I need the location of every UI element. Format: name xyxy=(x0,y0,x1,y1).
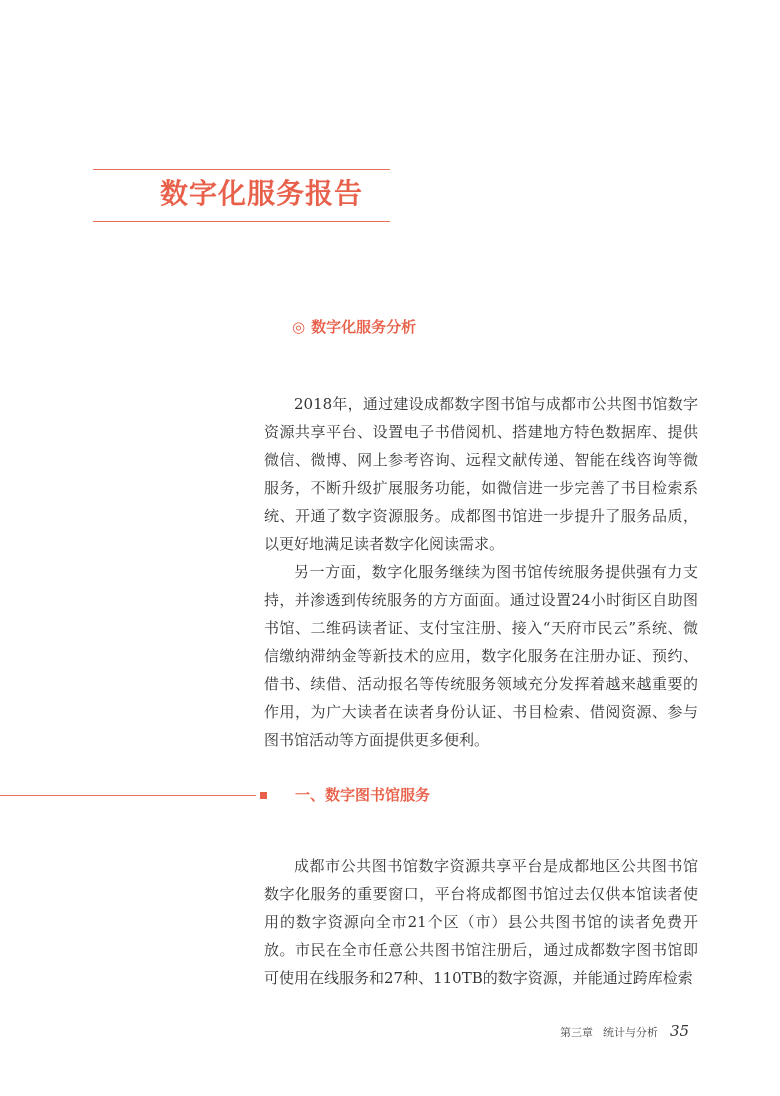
section-body xyxy=(264,852,698,992)
footer-chapter-title: 统计与分析 xyxy=(603,1026,658,1039)
page-number: 35 xyxy=(670,1022,690,1040)
paragraph: 成都市公共图书馆数字资源共享平台是成都地区公共图书馆数字化服务的重要窗口，平台将成都图书馆过去仅供本馆读者使用的数字资源向全市21个区（市）县公共图书馆的读者免费开放。市民在全市任意公共图书馆注册后，通过成都数字图书馆即可使用在线服务和27种、110TB的数字资源，并能通过跨库检索 xyxy=(264,857,698,987)
section-heading: 一、数字图书馆服务 xyxy=(295,786,431,804)
section-square-marker xyxy=(260,792,267,799)
paragraph: 2018年，通过建设成都数字图书馆与成都市公共图书馆数字资源共享平台、设置电子书借阅机、搭建地方特色数据库、提供微信、微博、网上参考咨询、远程文献传递、智能在线咨询等微服务，不断升级扩展服务功能，如微信进一步完善了书目检索系统、开通了数字资源服务。成都图书馆进一步提升了服务品质，以更好地满足读者数字化阅读需求。 xyxy=(264,395,698,553)
page-title: 数字化服务报告 xyxy=(160,177,364,210)
intro-body xyxy=(264,390,698,754)
subheading xyxy=(292,316,416,338)
title-bottom-rule xyxy=(93,221,390,222)
title-top-rule xyxy=(93,169,390,170)
footer-chapter: 第三章 xyxy=(560,1026,593,1039)
section-rule xyxy=(0,795,256,796)
subheading-text: 数字化服务分析 xyxy=(311,318,417,336)
paragraph: 另一方面，数字化服务继续为图书馆传统服务提供强有力支持，并渗透到传统服务的方方面面。通过设置24小时街区自助图书馆、二维码读者证、支付宝注册、接入“天府市民云”系统、微信缴纳滞纳金等新技术的应用，数字化服务在注册办证、预约、借书、续借、活动报名等传统服务领域充分发挥着越来越重要的作用，为广大读者在读者身份认证、书目检索、借阅资源、参与图书馆活动等方面提供更多便利。 xyxy=(264,563,698,749)
page-footer xyxy=(560,1022,689,1042)
bullseye-icon: ◎ xyxy=(292,318,306,336)
